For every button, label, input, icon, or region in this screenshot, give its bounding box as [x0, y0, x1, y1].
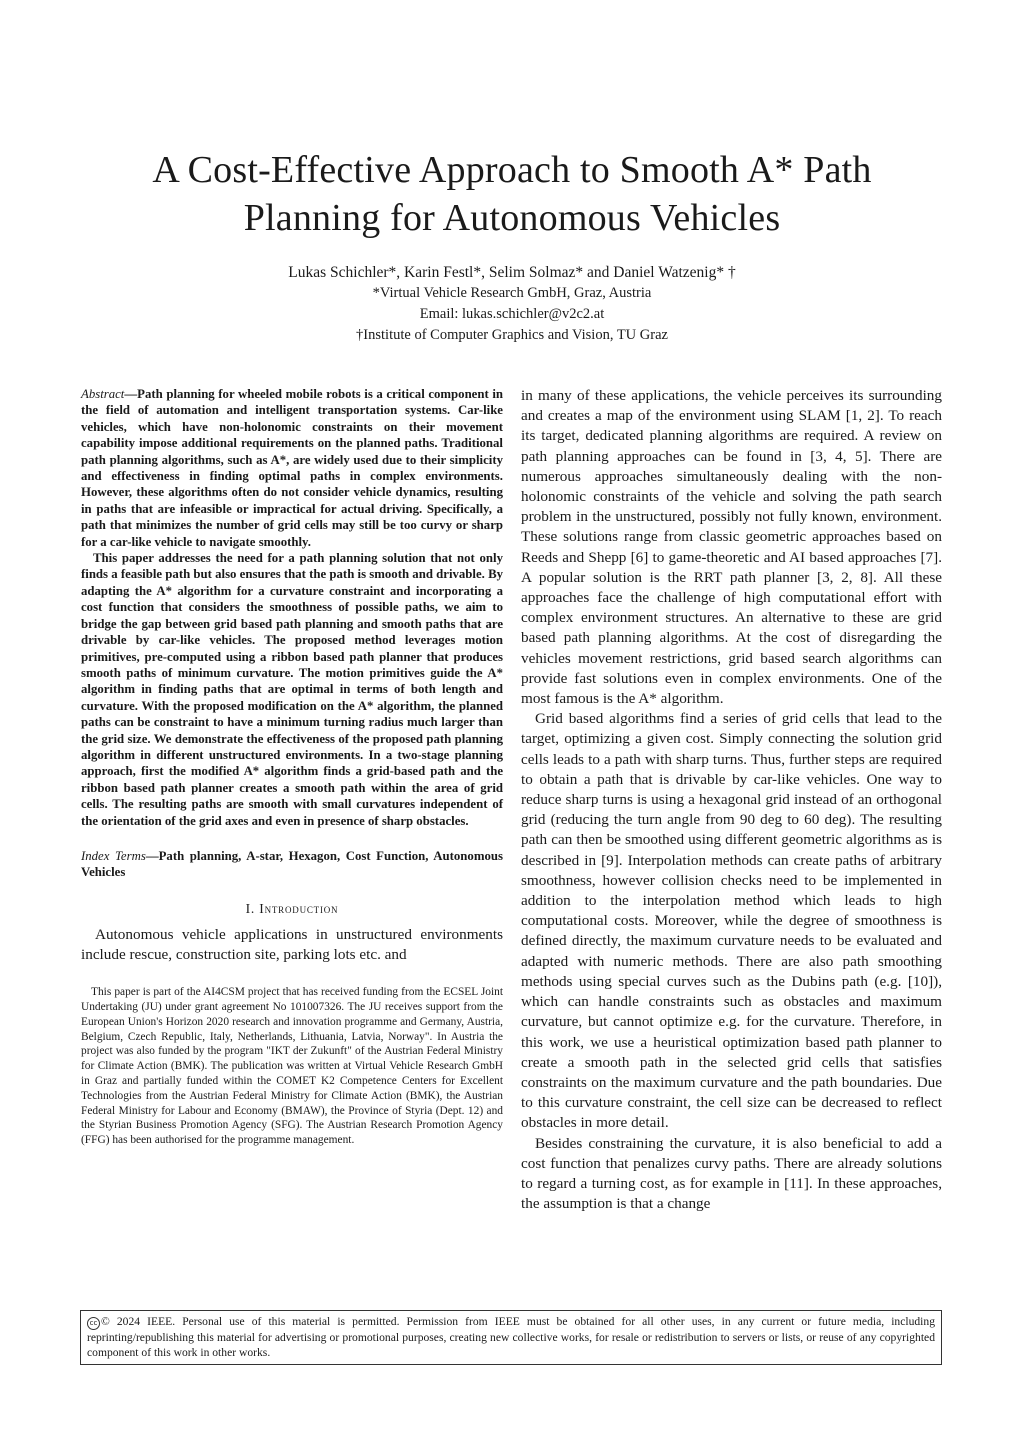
- author-email: Email: lukas.schichler@v2c2.at: [419, 306, 605, 322]
- right-column: [521, 386, 942, 1214]
- title-line-1: A Cost-Effective Approach to Smooth A* Path: [152, 149, 872, 191]
- index-terms-text: —Path planning, A-star, Hexagon, Cost Function, Autonomous Vehicles: [81, 848, 503, 880]
- copyright-notice: [80, 1310, 942, 1365]
- affiliation-tu-graz: †Institute of Computer Graphics and Vision, TU Graz: [356, 327, 668, 343]
- abstract: [81, 386, 503, 829]
- intro-paragraph-3: Grid based algorithms find a series of grid cells that lead to the target, optimizing a given cost. Simply connecting the solution grid cells leads to a path with sharp turns. Thus, further steps are required to obtain a path that is drivable by car-like vehicles. One way to reduce sharp turns is using a hexagonal grid instead of an orthogonal grid (reducing the turn angle from 90 deg to 60 deg). The resulting path can then be smoothed using different geometric algorithms as is described in [9]. Interpolation methods can create paths of arbitrary smoothness, however collision checks need to be implemented in addition to the interpolation method which leads to high computational costs. Moreover, while the degree of smoothness is defined directly, the maximum curvature needs to be evaluated and adapted with numeric methods. There are also path smoothing methods using special curves such as the Dubins path (e.g. [10]), which can handle constraints such as obstacles and maximum curvature, but cannot optimize e.g. for the curvature. Therefore, in this work, we use a heuristical optimization based path planner to create a smooth path in the selected grid cells that satisfies constraints on the maximum curvature and the path boundaries. Due to this curvature constraint, the cell size can be decreased to reflect obstacles in more detail.: [521, 710, 942, 1132]
- index-terms-lead: Index Terms: [81, 848, 146, 863]
- title-line-2: Planning for Autonomous Vehicles: [243, 197, 781, 239]
- affiliation-virtual-vehicle: *Virtual Vehicle Research GmbH, Graz, Austria: [372, 285, 652, 301]
- abstract-paragraph-1: [81, 386, 503, 550]
- paper-title: [60, 146, 964, 242]
- abstract-text-1: —Path planning for wheeled mobile robots is a critical component in the field of automation and intelligent transportation systems. Car-like vehicles, which have non-holonomic constraints on their movement capability impose additional requirements on the planned paths. Traditional path planning algorithms, such as A*, are widely used due to their simplicity and effectiveness in finding optimal paths in complex environments. However, these algorithms often do not consider vehicle dynamics, resulting in paths that are infeasible or impractical for actual driving. Specifically, a path that minimizes the number of grid cells may still be too curvy or sharp for a car-like vehicle to navigate smoothly.: [81, 387, 503, 549]
- index-terms: [81, 848, 503, 881]
- left-column: [81, 386, 503, 1148]
- intro-paragraph-2: in many of these applications, the vehicle perceives its surrounding and creates a map of the environment using SLAM [1, 2]. To reach its target, dedicated planning algorithms are required. A review on path planning approaches can be found in [3, 4, 5]. There are numerous approaches simultaneously dealing with the non-holonomic constraints of the vehicle and solving the path search problem in the unstructured, possibly not fully known, environment. These solutions range from classic geometric approaches based on Reeds and Shepp [6] to game-theoretic and AI based approaches [7]. A popular solution is the RRT path planner [3, 2, 8]. All these approaches face the challenge of high computational effort with complex environment structures. An alternative to these are grid based path planning algorithms. At the cost of disregarding the vehicles movement restrictions, grid based search algorithms can provide fast solutions even in complex environments. One of the most famous is the A* algorithm.: [521, 387, 942, 708]
- section-heading-introduction: I. Introduction: [245, 900, 339, 916]
- abstract-paragraph-2: This paper addresses the need for a path planning solution that not only finds a feasible path but also ensures that the path is smooth and drivable. By adapting the A* algorithm for a curvature constraint and incorporating a cost function that considers the smoothness of possible paths, we aim to bridge the gap between grid based path planning and smooth paths that are drivable by car-like vehicles. The proposed method leverages motion primitives, pre-computed using a ribbon based path planner that produces smooth paths of minimum curvature. The motion primitives guide the A* algorithm in finding paths that are optimal in terms of both length and curvature. With the proposed modification on the A* algorithm, the planned paths can be constraint to have a minimum turning radius much larger than the grid size. We demonstrate the effectiveness of the proposed path planning algorithm in different unstructured environments. In a two-stage planning approach, first the modified A* algorithm finds a grid-based path and the ribbon based path planner creates a smooth path within the area of grid cells. The resulting paths are smooth with small curvatures independent of the orientation of the grid axes and even in presence of sharp obstacles.: [81, 551, 503, 828]
- author-names: Lukas Schichler*, Karin Festl*, Selim Solmaz* and Daniel Watzenig* †: [288, 264, 736, 281]
- author-block: [60, 262, 964, 346]
- copyright-icon: cc: [87, 1317, 100, 1330]
- intro-paragraph-1: Autonomous vehicle applications in unstructured environments include rescue, construction site, parking lots etc. and: [81, 925, 503, 963]
- abstract-lead: Abstract: [81, 387, 125, 401]
- copyright-text: © 2024 IEEE. Personal use of this material is permitted. Permission from IEEE must be obtained for all other uses, in any current or future media, including reprinting/republishing this material for advertising or promotional purposes, creating new collective works, for resale or redistribution to servers or lists, or reuse of any copyrighted component of this work in other works.: [87, 1315, 935, 1360]
- intro-paragraph-4: Besides constraining the curvature, it is also beneficial to add a cost function that penalizes curvy paths. There are already solutions to regard a turning cost, as for example in [11]. In these approaches, the assumption is that a change: [521, 1134, 942, 1213]
- funding-footnote: This paper is part of the AI4CSM project that has received funding from the ECSEL Joint Undertaking (JU) under grant agreement No 101007326. The JU receives support from the European Union's Horizon 2020 research and innovation programme and Germany, Austria, Belgium, Czech Republic, Italy, Netherlands, Lithuania, Latvia, Norway". In Austria the project was also funded by the program "IKT der Zukunft" of the Austrian Federal Ministry for Climate Action (BMK). The publication was written at Virtual Vehicle Research GmbH in Graz and partially funded within the COMET K2 Competence Centers for Excellent Technologies from the Austrian Federal Ministry for Climate Action (BMK), the Austrian Federal Ministry for Labour and Economy (BMAW), the Province of Styria (Dept. 12) and the Styrian Business Promotion Agency (SFG). The Austrian Research Promotion Agency (FFG) has been authorised for the programme management.: [81, 986, 503, 1147]
